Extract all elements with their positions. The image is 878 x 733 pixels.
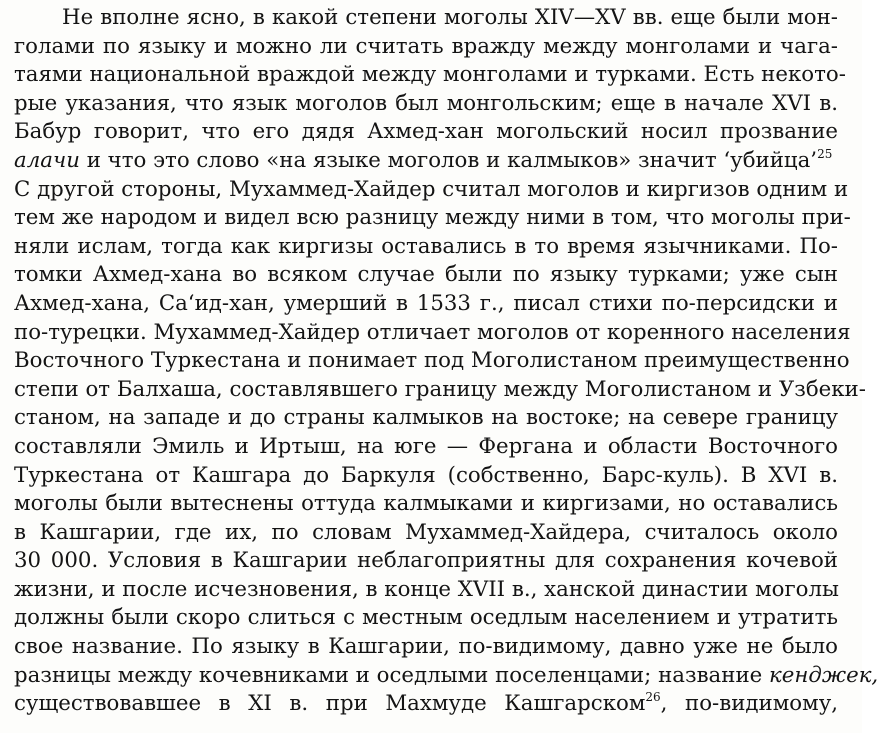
text-line: Восточного Туркестана и понимает под Моголистаном преимущественно — [14, 348, 850, 374]
text-line: жизни, и после исчезновения, в конце XVII в., ханской династии моголы — [14, 576, 839, 602]
text-line: моголы были вытеснены оттуда калмыками и киргизами, но оставались — [14, 491, 838, 517]
text-line: существовавшее в XI в. при Махмуде Кашгарском$^{26}$, по-видимому, — [14, 690, 838, 717]
text-line: Бабур говорит, что его дядя Ахмед-хан могольский носил прозвание — [14, 119, 838, 145]
text-line: в Кашгарии, где их, по словам Мухаммед-Хайдера, считалось около — [14, 519, 838, 545]
text-line: Туркестана от Кашгара до Баркуля (собственно, Барс-куль). В XVI в. — [14, 462, 838, 488]
text-line: тем же народом и видел всю разницу между ними в том, что моголы при- — [14, 205, 851, 231]
text-line: степи от Балхаша, составлявшего границу между Моголистаном и Узбеки- — [14, 376, 866, 402]
text-line: томки Ахмед-хана во всяком случае были по языку турками; уже сын — [14, 262, 838, 288]
text-line: должны были скоро слиться с местным оседлым населением и утратить — [14, 605, 838, 631]
text-line: алачи и что это слово «на языке моголов и калмыков» значит ‘убийца’$^{25}$ — [14, 146, 833, 173]
text-line: по-турецки. Мухаммед-Хайдер отличает моголов от коренного населения — [14, 319, 851, 345]
body-paragraph — [14, 4, 878, 719]
text-line: разницы между кочевниками и оседлыми поселенцами; название кенджек, — [14, 662, 878, 688]
text-line: С другой стороны, Мухаммед-Хайдер считал моголов и киргизов одним и — [14, 176, 849, 202]
text-line: няли ислам, тогда как киргизы оставались в то время язычниками. По- — [14, 233, 838, 259]
italic-term: алачи — [14, 147, 80, 173]
text-line: таями национальной враждой между монголами и турками. Есть некото- — [14, 62, 846, 88]
text-line: рые указания, что язык моголов был монгольским; еще в начале XVI в. — [14, 90, 838, 116]
italic-term: кенджек, — [769, 662, 878, 688]
text-line: Ахмед-хана, Са‘ид-хан, умерший в 1533 г., писал стихи по-персидски и — [14, 290, 838, 316]
text-line: Не вполне ясно, в какой степени моголы XIV—XV вв. еще были мон- — [62, 5, 838, 30]
text-line: свое название. По языку в Кашгарии, по-видимому, давно уже не было — [14, 634, 838, 660]
text-line: голами по языку и можно ли считать вражду между монголами и чага- — [14, 33, 838, 59]
footnote-marker: 26 — [645, 690, 661, 705]
text-line: станом, на западе и до страны калмыков на востоке; на севере границу — [14, 405, 838, 431]
text-line: составляли Эмиль и Иртыш, на юге — Фергана и области Восточного — [14, 433, 838, 459]
footnote-marker: 25 — [817, 146, 833, 161]
text-line: 30 000. Условия в Кашгарии неблагоприятны для сохранения кочевой — [14, 548, 838, 574]
